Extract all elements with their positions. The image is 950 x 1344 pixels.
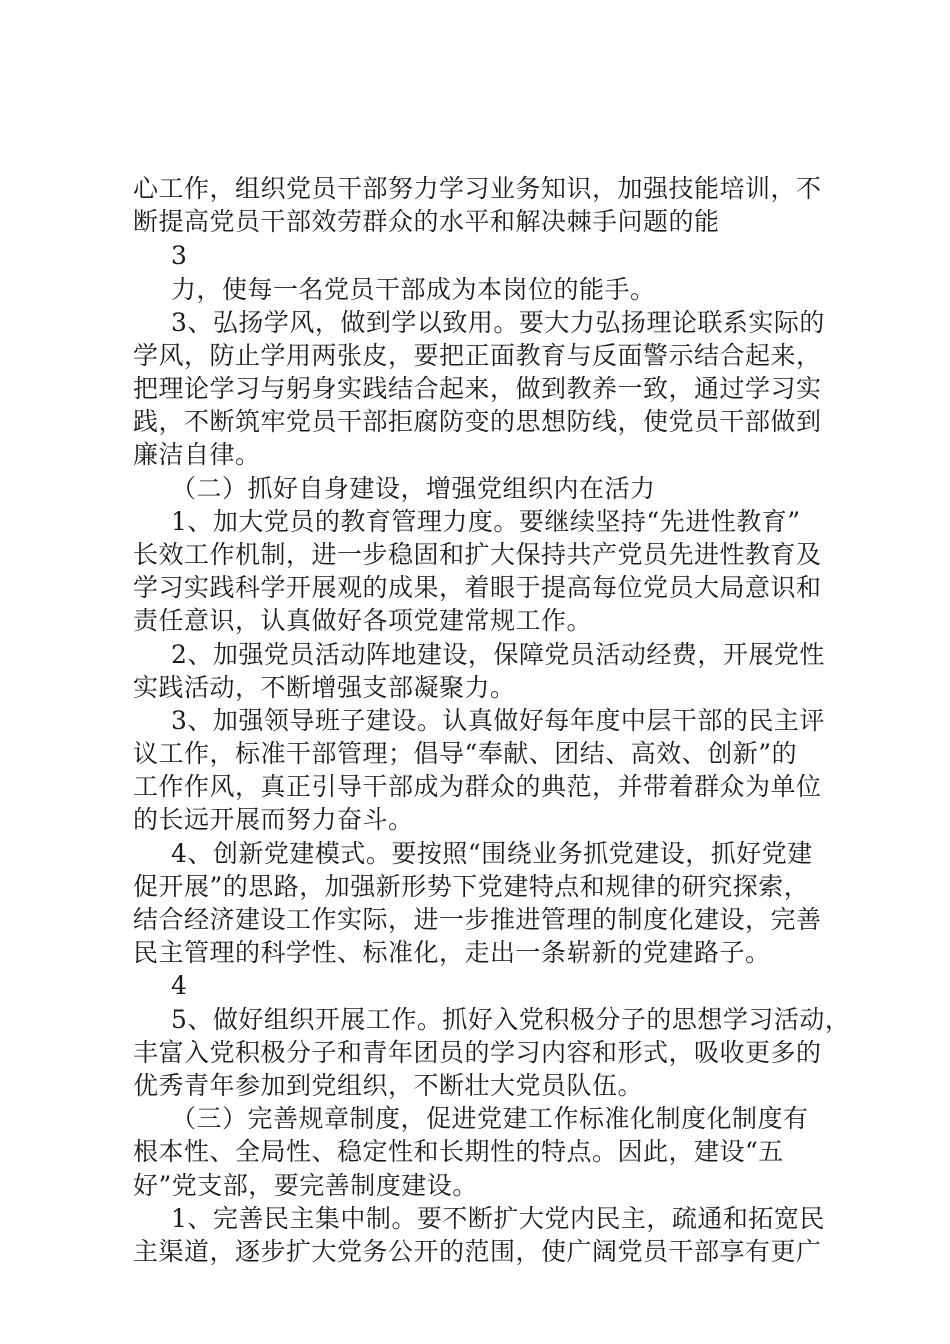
body-text-line: 议工作，标准干部管理；倡导“奉献、团结、高效、创新”的	[133, 739, 798, 768]
section-heading: （二）抓好自身建设，增强党组织内在活力	[171, 474, 656, 503]
body-text-line: 把理论学习与躬身实践结合起来，做到教养一致，通过学习实	[133, 374, 822, 403]
body-text-line: 促开展”的思路，加强新形势下党建特点和规律的研究探索，	[133, 872, 810, 901]
body-text-line: 好”党支部，要完善制度建设。	[133, 1171, 478, 1200]
body-text-line: 长效工作机制，进一步稳固和扩大保持共产党员先进性教育及	[133, 540, 822, 569]
body-text-line: 3、加强领导班子建设。认真做好每年度中层干部的民主评	[171, 706, 825, 735]
body-text-line: 力，使每一名党员干部成为本岗位的能手。	[171, 275, 656, 304]
body-text-line: 根本性、全局性、稳定性和长期性的特点。因此，建设“五	[133, 1137, 784, 1166]
body-text-line: 主渠道，逐步扩大党务公开的范围，使广阔党员干部享有更广	[133, 1237, 822, 1266]
body-text-line: 廉洁自律。	[133, 440, 261, 469]
body-text-line: 践，不断筑牢党员干部拒腐防变的思想防线，使党员干部做到	[133, 407, 822, 436]
body-text-line: 3、弘扬学风，做到学以致用。要大力弘扬理论联系实际的	[171, 308, 825, 337]
body-text-line: 优秀青年参加到党组织，不断壮大党员队伍。	[133, 1071, 644, 1100]
body-text-line: 结合经济建设工作实际，进一步推进管理的制度化建设，完善	[133, 905, 822, 934]
body-text-line: 5、做好组织开展工作。抓好入党积极分子的思想学习活动，	[171, 1005, 851, 1034]
body-text-line: 责任意识，认真做好各项党建常规工作。	[133, 606, 593, 635]
body-text-line: 心工作，组织党员干部努力学习业务知识，加强技能培训，不	[133, 174, 822, 203]
body-text-line: 4、创新党建模式。要按照“围绕业务抓党建设，抓好党建	[171, 839, 813, 868]
body-text-line: 民主管理的科学性、标准化，走出一条崭新的党建路子。	[133, 938, 771, 967]
page-number: 4	[171, 971, 188, 1000]
body-text-line: 2、加强党员活动阵地建设，保障党员活动经费，开展党性	[171, 640, 825, 669]
page-number: 3	[171, 241, 188, 270]
body-text-line: 的长远开展而努力奋斗。	[133, 805, 414, 834]
body-text-line: 学习实践科学开展观的成果，着眼于提高每位党员大局意识和	[133, 573, 822, 602]
body-text-line: 断提高党员干部效劳群众的水平和解决棘手问题的能	[133, 207, 720, 236]
body-text-line: 学风，防止学用两张皮，要把正面教育与反面警示结合起来，	[133, 341, 822, 370]
body-text-line: 1、加大党员的教育管理力度。要继续坚持“先进性教育”	[171, 507, 801, 536]
body-text-line: 实践活动，不断增强支部凝聚力。	[133, 673, 516, 702]
body-text-line: 工作作风，真正引导干部成为群众的典范，并带着群众为单位	[133, 772, 822, 801]
section-heading: （三）完善规章制度，促进党建工作标准化制度化制度有	[171, 1104, 809, 1133]
body-text-line: 1、完善民主集中制。要不断扩大党内民主，疏通和拓宽民	[171, 1204, 825, 1233]
body-text-line: 丰富入党积极分子和青年团员的学习内容和形式，吸收更多的	[133, 1038, 822, 1067]
